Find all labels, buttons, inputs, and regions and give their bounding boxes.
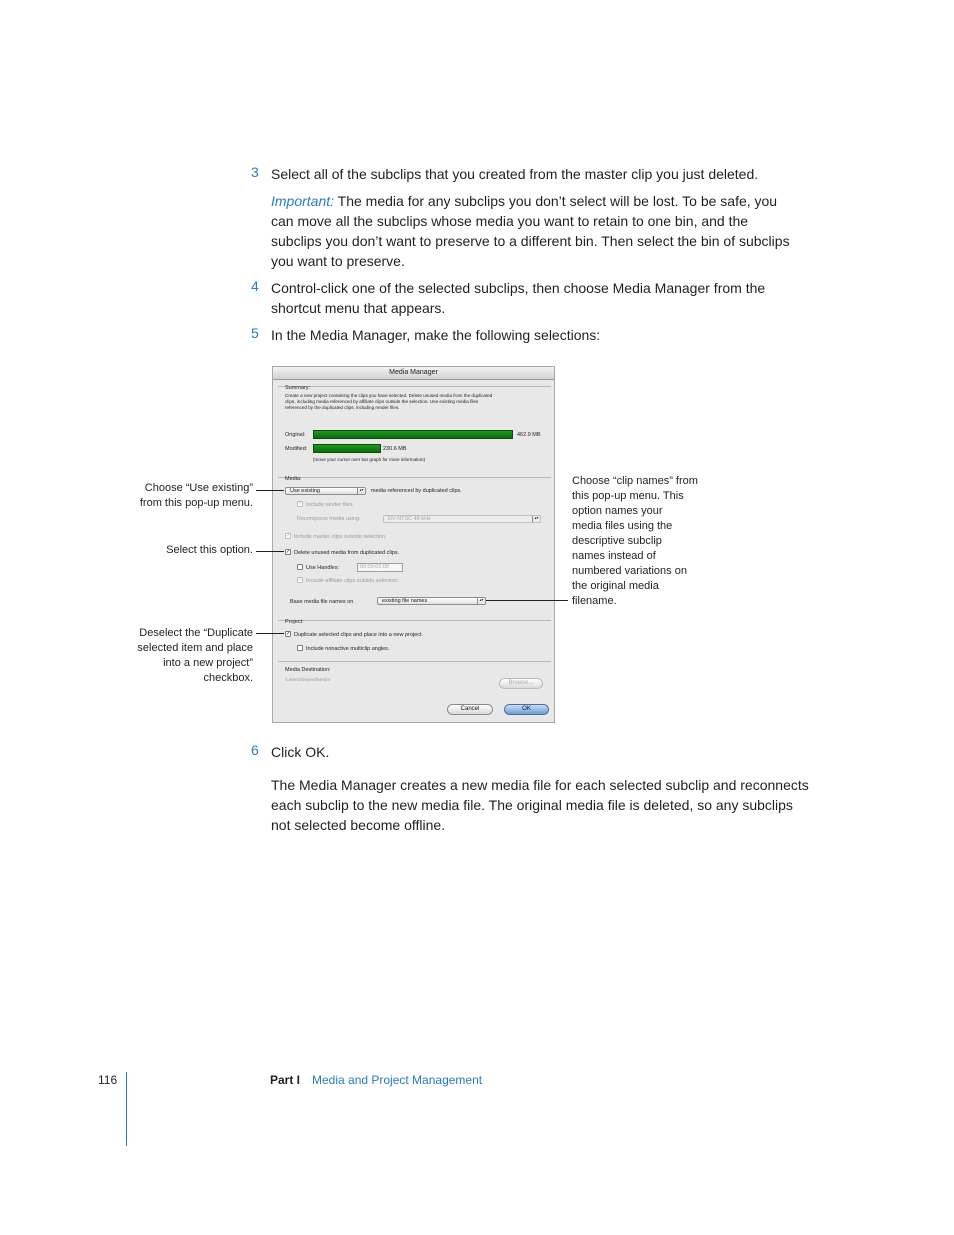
callout-select-option: Select this option. [166,544,253,556]
include-render-checkbox[interactable]: ✓ [298,501,303,507]
callout-leader-line [486,600,568,601]
destination-divider [278,661,551,662]
include-master-label: Include master clips outside selection. [294,534,387,540]
project-divider [278,620,551,621]
callout-leader-line [256,633,284,634]
original-size-bar[interactable] [313,430,513,439]
step-number: 5 [251,325,259,341]
original-label: Original: [285,432,306,438]
use-handles-label: Use Handles: [306,565,340,571]
step-number: 4 [251,278,259,294]
summary-divider [278,386,551,387]
modified-size-bar[interactable] [313,444,381,453]
cancel-button[interactable]: Cancel [447,704,493,715]
important-label: Important: [271,193,335,209]
summary-text: clips, including media referenced by affiliate clips outside the selection. Use existing media files [285,399,479,404]
include-master-checkbox[interactable]: ✓ [286,533,291,539]
important-line: can move all the subclips whose media you want to retain to one bin, and the [271,213,749,229]
dialog-title: Media Manager [273,367,554,380]
callout-leader-line [256,490,284,491]
summary-text: Create a new project containing the clips you have selected. Delete unused media from the duplicated [285,393,493,398]
original-value: 462.9 MB [517,432,541,438]
callout-deselect: Deselect the “Duplicate selected item and place into a new project” checkbox. [137,627,253,684]
delete-unused-label: Delete unused media from duplicated clips. [294,550,400,556]
important-line: subclips you don’t want to preserve to a different bin. Then select the bin of subclips [271,233,790,249]
delete-unused-checkbox[interactable]: ✓ [286,549,291,555]
popup-arrows-icon: ▴▾ [477,598,485,604]
footer-part: Part I [270,1073,301,1087]
media-mode-suffix: media referenced by duplicated clips. [371,488,462,494]
page-number: 116 [98,1073,118,1087]
footer-section-link[interactable]: Media and Project Management [312,1073,483,1087]
callout-leader-line [256,551,284,552]
include-affiliate-label: Include affiliate clips outside selection. [306,578,400,584]
include-nonactive-label: Include nonactive multiclip angles. [306,646,390,652]
media-manager-dialog [272,366,555,723]
include-render-label: Include render files. [306,502,354,508]
summary-label: Summary: [285,385,311,391]
modified-label: Modified: [285,446,308,452]
important-note [271,191,790,271]
ok-button[interactable]: OK [504,704,549,715]
media-divider [278,477,551,478]
important-line: The media for any subclips you don’t select will be lost. To be safe, you [337,193,778,209]
include-affiliate-checkbox[interactable]: ✓ [298,577,303,583]
callout-clip-names: Choose “clip names” from this pop-up menu. This option names your media files using the descriptive subclip names instead of numbered variations on the original media filename. [572,475,698,607]
step-number: 3 [251,164,259,180]
duplicate-checkbox[interactable]: ✓ [286,631,291,637]
recompress-popup[interactable]: DV NTSC 48 kHz ▴▾ [383,515,541,523]
step-text: In the Media Manager, make the following selections: [271,327,601,343]
use-handles-checkbox[interactable] [297,564,303,570]
step-number: 6 [251,742,259,758]
include-nonactive-checkbox[interactable] [297,645,303,651]
step-text: Control-click one of the selected subclips, then choose Media Manager from the shortcut menu that appears. [271,280,766,316]
step-text: Click OK. [271,744,330,760]
modified-value: 230.6 MB [383,446,407,452]
destination-label: Media Destination: [285,667,331,673]
important-line: you want to preserve. [271,253,405,269]
popup-arrows-icon: ▴▾ [532,516,540,522]
handles-field[interactable]: 00:00:01;00 [357,563,403,572]
callout-use-existing: Choose “Use existing” from this pop-up menu. [139,482,253,509]
step-text: Select all of the subclips that you created from the master clip you just deleted. [271,166,759,182]
destination-path: /Users/Shared/Media [285,678,331,683]
popup-arrows-icon: ▴▾ [357,488,365,494]
browse-button[interactable]: Browse... [499,678,543,689]
closing-paragraph: The Media Manager creates a new media file for each selected subclip and reconnects each subclip to the new media file. The original media file is deleted, so any subclips not selected become offline. [271,777,809,833]
base-names-label: Base media file names on [290,599,354,605]
summary-text: referenced by the duplicated clips, including render files. [285,405,400,410]
duplicate-label: Duplicate selected clips and place into a new project. [294,632,424,638]
media-label: Media: [285,476,302,482]
base-names-popup[interactable]: existing file names ▴▾ [377,597,486,605]
use-existing-popup[interactable]: Use existing ▴▾ [285,487,366,495]
project-label: Project: [285,619,304,625]
footer-rule [126,1072,127,1146]
recompress-label: Recompress media using: [297,516,361,522]
bar-hint: (move your cursor over bar graph for more information) [313,457,426,462]
